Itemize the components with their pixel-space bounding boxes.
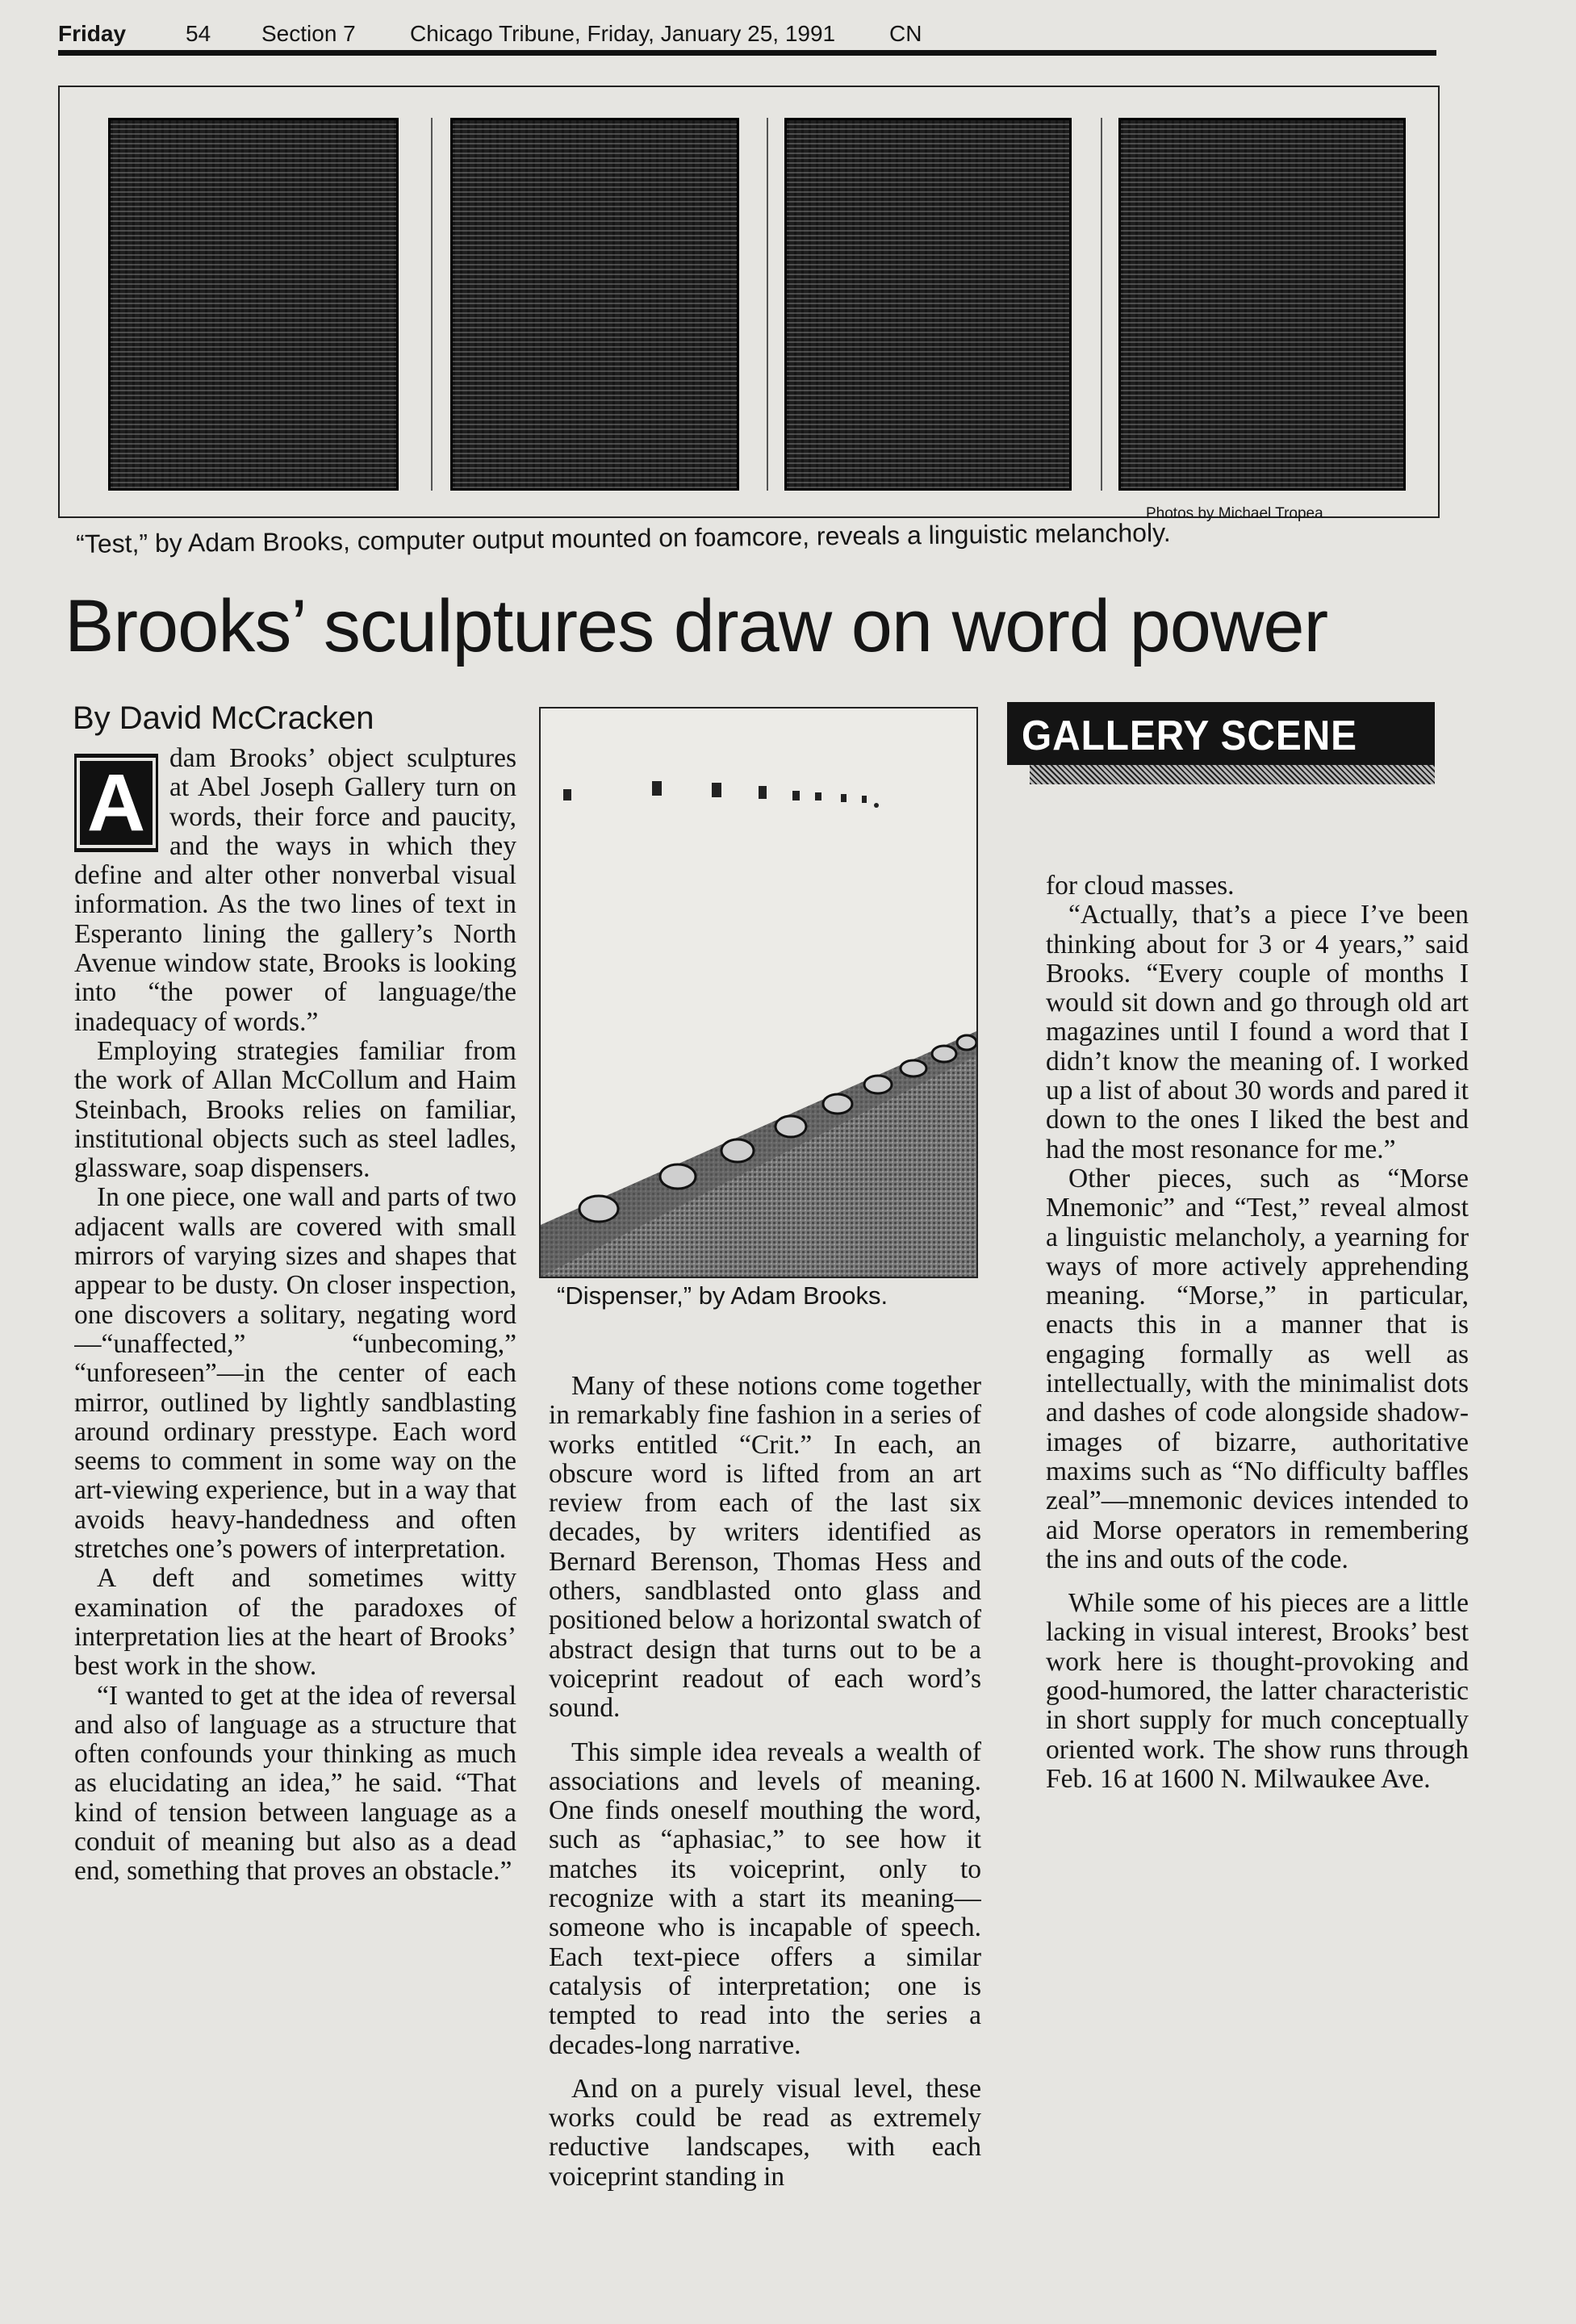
- article-paragraph: This simple idea reveals a wealth of associations and levels of meaning. One finds oneself mouthing the word, such as “aphasiac,” to see how it matches its voiceprint, only to recognize with a start its meaning—someone who is incapable of speech. Each text-piece offers a similar catalysis of interpretation; one is tempted to read into the series a decades-long narrative.: [549, 1737, 981, 2060]
- test-panel-3: [784, 118, 1072, 491]
- gallery-scene-logo: [1007, 702, 1435, 788]
- article-column-1: [74, 744, 516, 2172]
- header-publication: Chicago Tribune, Friday, January 25, 1991: [410, 21, 836, 46]
- header-day: Friday: [58, 21, 127, 46]
- article-column-3: [1046, 872, 1469, 1985]
- dispenser-photo: [539, 707, 978, 1278]
- test-panel-1: [108, 118, 399, 491]
- photo-credit: Photos by Michael Tropea: [1146, 505, 1323, 522]
- test-photo-caption: “Test,” by Adam Brooks, computer output mounted on foamcore, reveals a linguistic melancholy.: [76, 517, 1171, 558]
- dispenser-caption: “Dispenser,” by Adam Brooks.: [557, 1281, 888, 1310]
- article-paragraph: dam Brooks’ object sculptures at Abel Joseph Gallery turn on words, their force and paucity, and the ways in which they define and alter other nonverbal visual information. As the two lines of text in Esperanto lining the gallery’s North Avenue window state, Brooks is looking into “the power of language/the inadequacy of words.”: [74, 744, 516, 1037]
- test-panel-2: [450, 118, 739, 491]
- header-edition: CN: [889, 21, 922, 46]
- wall-marks: [563, 781, 879, 808]
- article-paragraph: “Actually, that’s a piece I’ve been thinking about for 3 or 4 years,” said Brooks. “Every couple of months I would sit down and go through old art magazines until I found a word that I didn’t know the meaning of. I worked up a list of about 30 words and pared it down to the ones I liked the best and had the most resonance for me.”: [1046, 900, 1469, 1164]
- article-paragraph: While some of his pieces are a little lacking in visual interest, Brooks’ best work here is thought-provoking and good-humored, the latter characteristic in short supply for much conceptually oriented work. The show runs through Feb. 16 at 1600 N. Milwaukee Ave.: [1046, 1588, 1469, 1794]
- article-paragraph: for cloud masses.: [1046, 872, 1235, 901]
- article-column-2: [549, 1372, 981, 2243]
- article-paragraph: Employing strategies familiar from the work of Allan McCollum and Haim Steinbach, Brooks relies on familiar, institutional objects such as steel ladles, glassware, soap dispensers.: [74, 1035, 516, 1184]
- header-rule: [58, 50, 1436, 56]
- article-paragraph: “I wanted to get at the idea of reversal and also of language as a structure that often confounds your thinking as much as elucidating an idea,” he said. “That kind of tension between language as a conduit of meaning but also as a dead end, something that proves an obstacle.”: [74, 1680, 516, 1887]
- panel-divider: [767, 118, 768, 491]
- test-panel-4: [1118, 118, 1406, 491]
- article-paragraph: A deft and sometimes witty examination of the paradoxes of interpretation lies at the heart of Brooks’ best work in the show.: [74, 1563, 516, 1682]
- dispenser-image: [541, 708, 976, 1277]
- header-page-number: 54: [186, 21, 211, 46]
- test-photo: [58, 86, 1440, 518]
- panel-divider: [1101, 118, 1102, 491]
- article-paragraph: Other pieces, such as “Morse Mnemonic” and “Test,” reveal almost a linguistic melancholy, a yearning for ways of more actively apprehending meaning. “Morse,” in particular, enacts this in a manner that is engaging formally as well as intellectually, with the minimalist dots and dashes of code alongside shadow-images of bizarre, authoritative maxims such as “No difficulty baffles zeal”—mnemonic devices intended to aid Morse operators in remembering the ins and outs of the code.: [1046, 1163, 1469, 1574]
- panel-divider: [431, 118, 433, 491]
- header-section: Section 7: [261, 21, 356, 46]
- headline: Brooks’ sculptures draw on word power: [65, 585, 1328, 667]
- article-paragraph: And on a purely visual level, these works could be read as extremely reductive landscapes, with each voiceprint standing in: [549, 2073, 981, 2192]
- page-header: [58, 18, 1436, 53]
- gallery-scene-label: GALLERY SCENE: [1022, 713, 1358, 759]
- article-paragraph: In one piece, one wall and parts of two adjacent walls are covered with small mirrors of varying sizes and shapes that appear to be dusty. On closer inspection, one discovers a solitary, negating word—“unaffected,” “unbecoming,” “unforeseen”—in the center of each mirror, outlined by lightly sandblasting around ordinary presstype. Each word seems to comment in some way on the art-viewing experience, but in a way that avoids heavy-handedness and often stretches one’s powers of interpretation.: [74, 1182, 516, 1565]
- byline: By David McCracken: [73, 700, 374, 736]
- drop-cap: A: [74, 754, 158, 852]
- article-paragraph: Many of these notions come together in remarkably fine fashion in a series of works entitled “Crit.” In each, an obscure word is lifted from an art review from each of the last six decades, by writers identified as Bernard Berenson, Thomas Hess and others, sandblasted onto glass and positioned below a horizontal swatch of abstract design that turns out to be a voiceprint readout of each word’s sound.: [549, 1372, 981, 1724]
